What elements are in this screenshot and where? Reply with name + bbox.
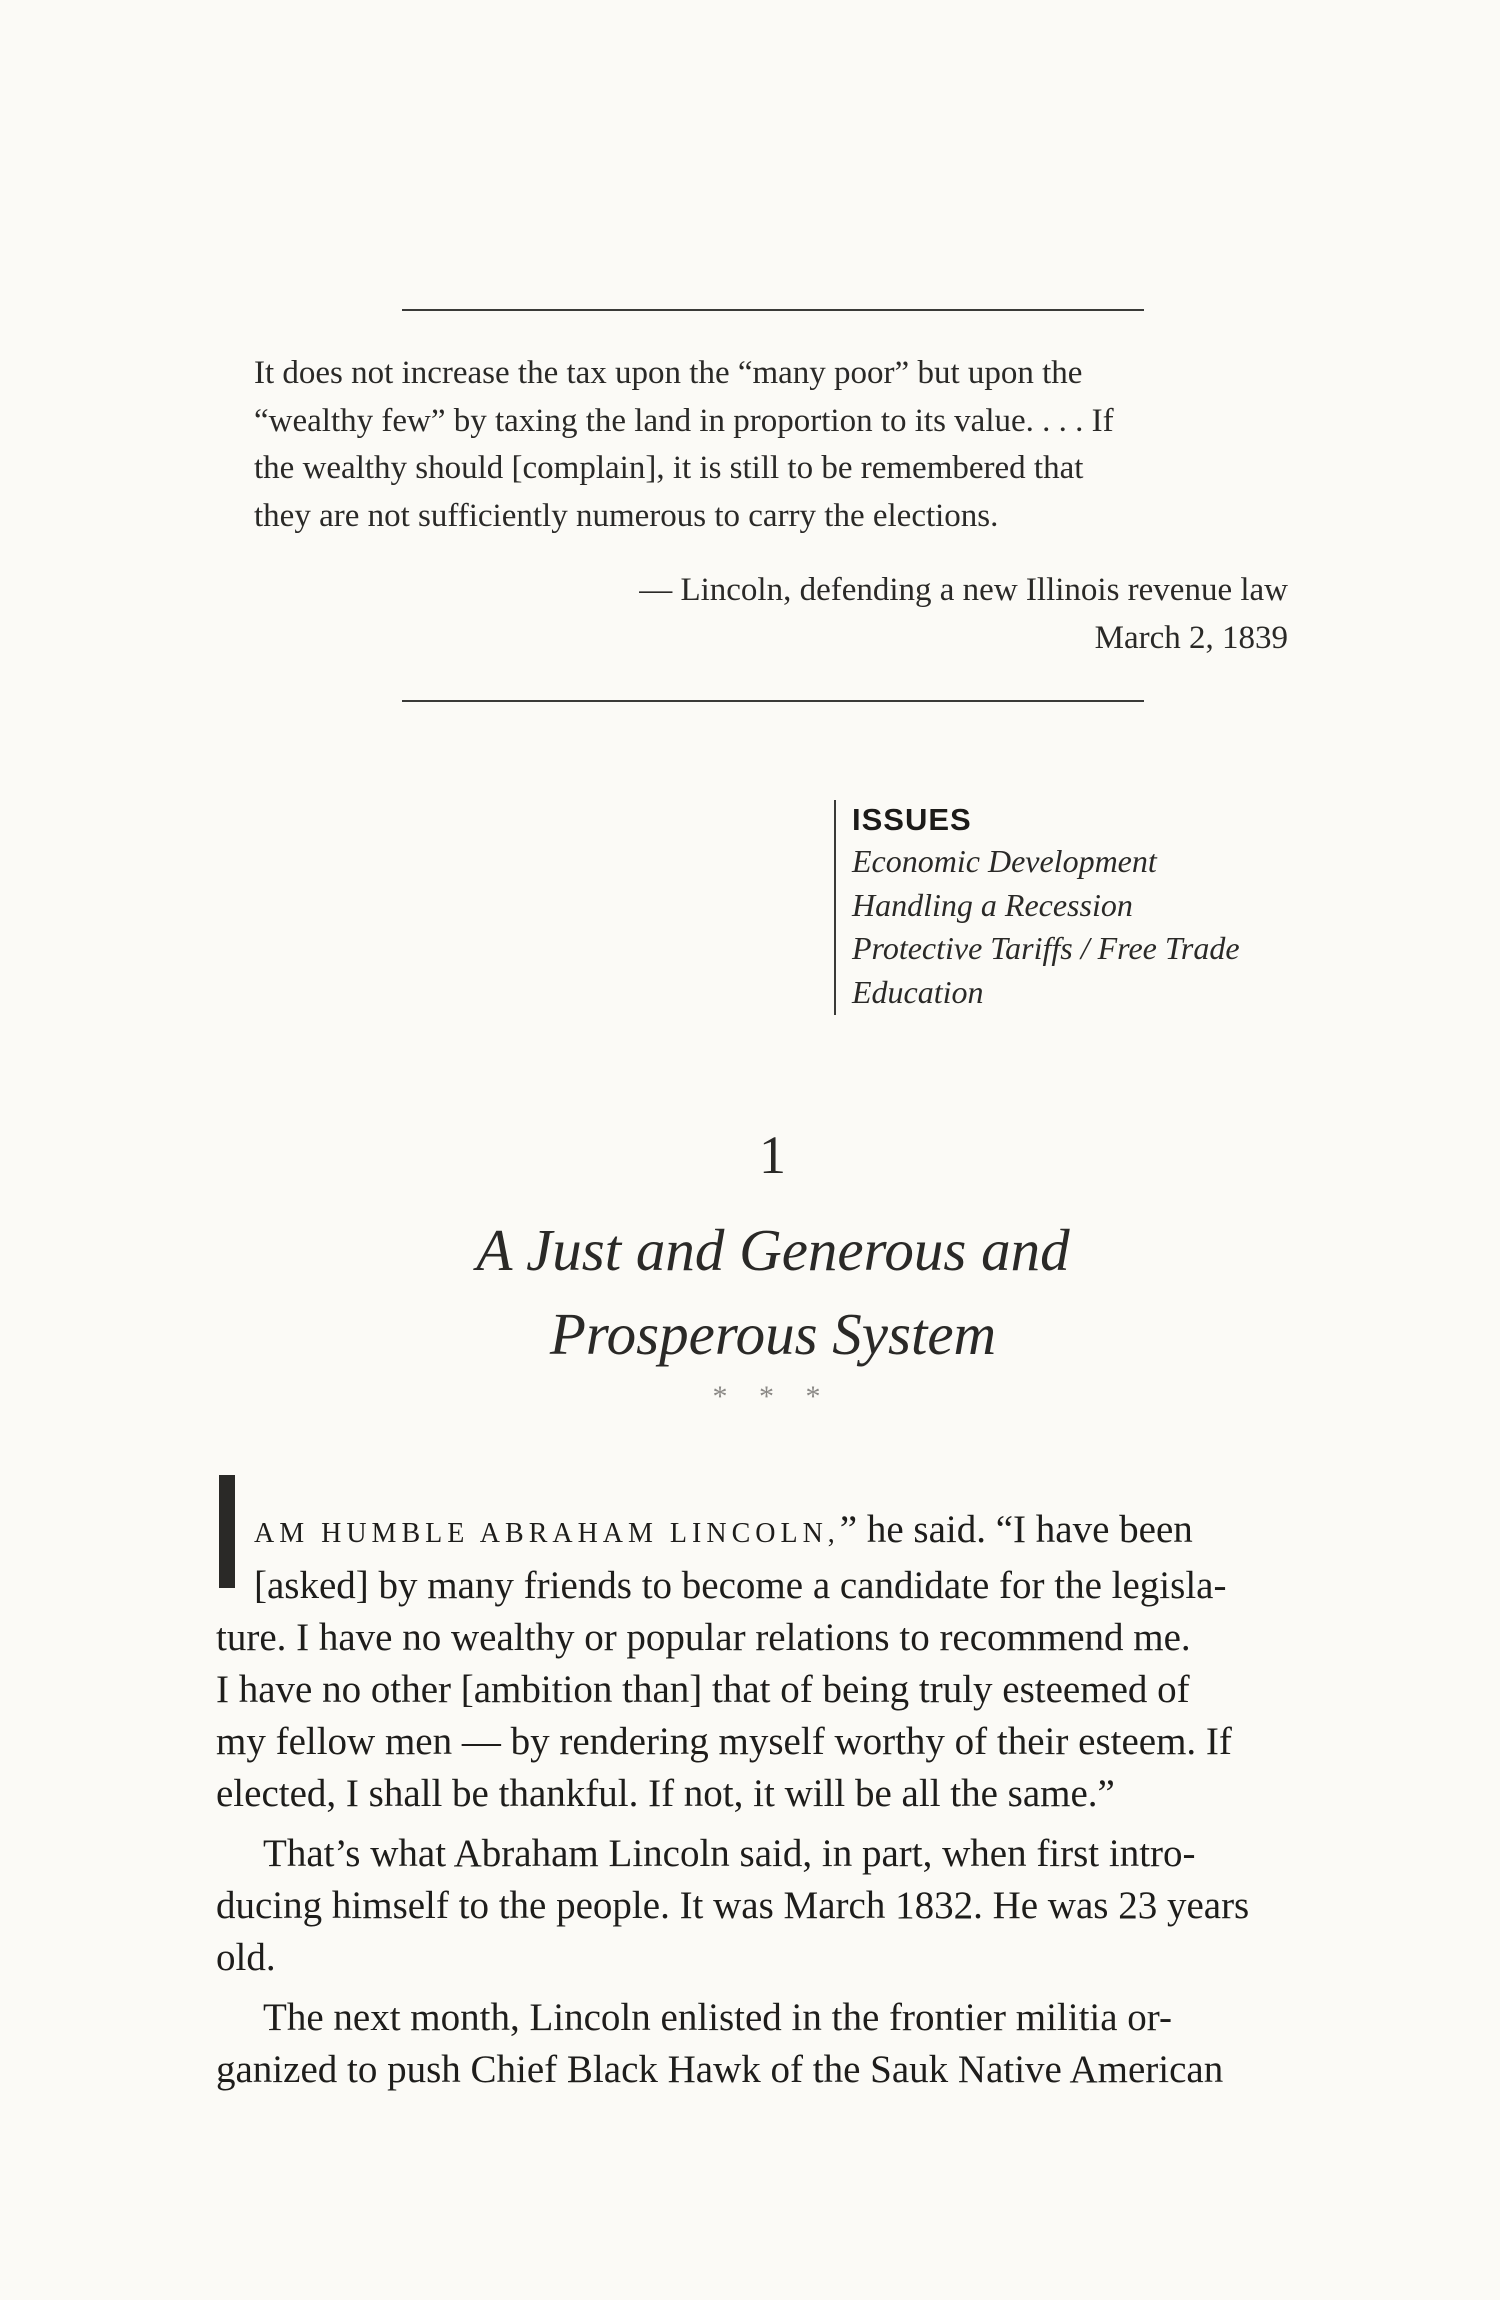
body-line: That’s what Abraham Lincoln said, in part, when first intro- xyxy=(263,1832,1196,1875)
epigraph-line: It does not increase the tax upon the “many poor” but upon the xyxy=(254,355,1083,391)
body-line xyxy=(216,1504,1336,1560)
body-line: my fellow men — by rendering myself worthy of their esteem. If xyxy=(216,1720,1232,1763)
issues-item: Handling a Recession xyxy=(852,886,1133,923)
body-paragraph xyxy=(216,1828,1336,1984)
body-paragraph xyxy=(216,1504,1336,1820)
chapter-title xyxy=(300,1208,1246,1376)
epigraph xyxy=(254,350,1288,540)
top-rule xyxy=(402,309,1144,311)
body-line: ture. I have no wealthy or popular relations to recommend me. xyxy=(216,1616,1191,1659)
ornament-stars: * * * xyxy=(712,1380,833,1413)
epigraph-line: “wealthy few” by taxing the land in proportion to its value. . . . If xyxy=(254,402,1114,439)
bottom-rule xyxy=(402,700,1144,702)
issues-box xyxy=(834,800,1352,1015)
body-line: The next month, Lincoln enlisted in the frontier militia or- xyxy=(263,1996,1172,2039)
body-line: [asked] by many friends to become a candidate for the legisla- xyxy=(254,1564,1227,1607)
epigraph-attribution xyxy=(254,566,1288,662)
body-line: ganized to push Chief Black Hawk of the Sauk Native American xyxy=(216,2048,1224,2091)
issues-item: Education xyxy=(852,973,984,1010)
chapter-title-line: A Just and Generous and xyxy=(476,1217,1070,1283)
chapter-title-line: Prosperous System xyxy=(549,1301,997,1367)
lead-in-smallcaps: AM HUMBLE ABRAHAM LINCOLN, xyxy=(254,1518,840,1549)
epigraph-line: they are not sufficiently numerous to carry the elections. xyxy=(254,497,999,534)
body-text xyxy=(216,1504,1336,2096)
chapter-number: 1 xyxy=(759,1125,786,1185)
epigraph-text xyxy=(254,350,1288,540)
issues-title: ISSUES xyxy=(852,802,972,837)
body-line: ducing himself to the people. It was March 1832. He was 23 years xyxy=(216,1884,1250,1927)
attribution-text: — Lincoln, defending a new Illinois revenue law xyxy=(639,572,1288,608)
epigraph-line: the wealthy should [complain], it is still to be remembered that xyxy=(254,450,1084,486)
lead-in-rest: ” he said. “I have been xyxy=(839,1508,1193,1551)
body-paragraph xyxy=(216,1992,1336,2096)
body-line: I have no other [ambition than] that of being truly esteemed of xyxy=(216,1668,1190,1711)
issues-item: Protective Tariffs / Free Trade xyxy=(852,930,1240,966)
attribution-date: March 2, 1839 xyxy=(1094,620,1288,656)
issues-item: Economic Development xyxy=(852,843,1157,879)
body-line: elected, I shall be thankful. If not, it will be all the same.” xyxy=(216,1772,1115,1815)
body-line: old. xyxy=(216,1936,276,1979)
